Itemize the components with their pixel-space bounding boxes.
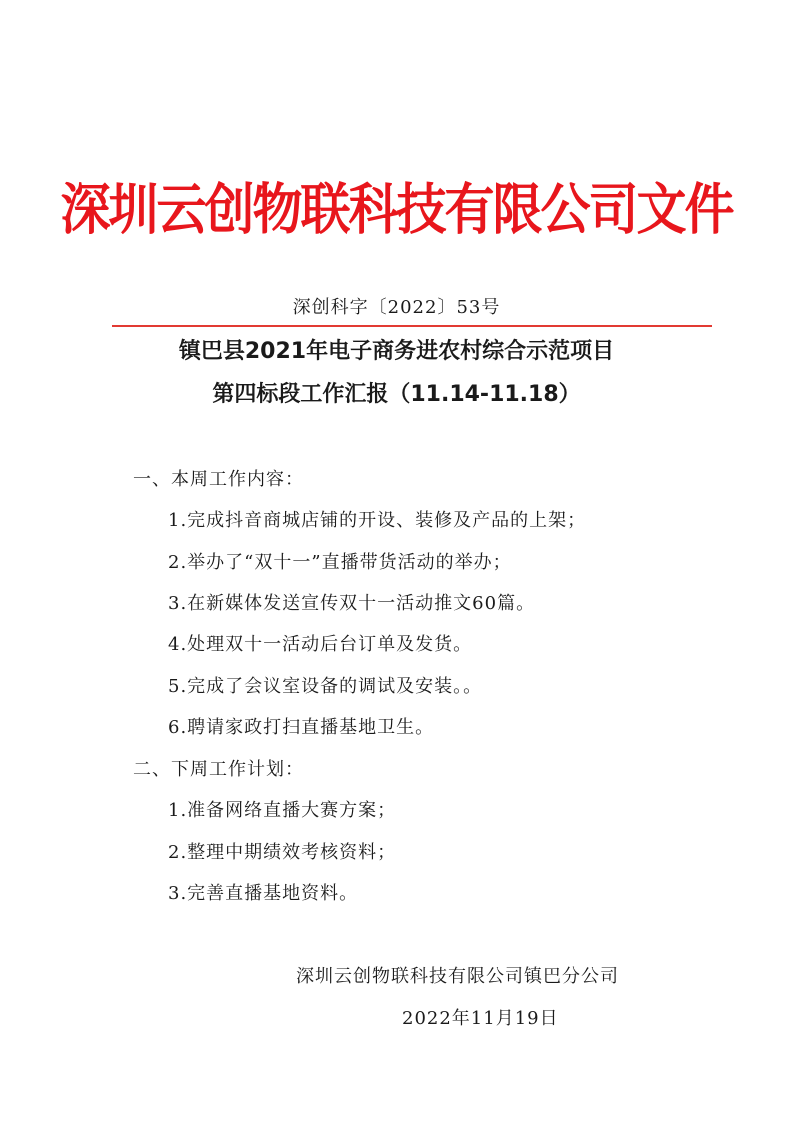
- signature-company: 深圳云创物联科技有限公司镇巴分公司: [296, 966, 619, 987]
- list-item: 1.准备网络直播大赛方案；: [168, 800, 397, 821]
- list-item: 2.举办了“双十一”直播带货活动的举办；: [168, 552, 512, 573]
- list-item: 5.完成了会议室设备的调试及安装。。: [168, 676, 483, 697]
- list-item: 1.完成抖音商城店铺的开设、装修及产品的上架；: [168, 510, 587, 531]
- list-item: 3.完善直播基地资料。: [168, 883, 359, 904]
- signature-date: 2022年11月19日: [402, 1008, 559, 1029]
- red-divider-line: [112, 325, 712, 327]
- section-heading-this-week: 一、本周工作内容：: [133, 469, 304, 490]
- list-item: 2.整理中期绩效考核资料；: [168, 842, 397, 863]
- list-item: 6.聘请家政打扫直播基地卫生。: [168, 717, 435, 738]
- report-title-line-1: 镇巴县2021年电子商务进农村综合示范项目: [178, 339, 615, 364]
- list-item: 3.在新媒体发送宣传双十一活动推文60篇。: [168, 593, 536, 614]
- document-number: 深创科字〔2022〕53号: [292, 297, 501, 318]
- section-heading-next-week: 二、下周工作计划：: [133, 759, 304, 780]
- report-title-line-2: 第四标段工作汇报（11.14-11.18）: [212, 382, 581, 407]
- list-item: 4.处理双十一活动后台订单及发货。: [168, 634, 473, 655]
- masthead-title: 深圳云创物联科技有限公司文件: [60, 178, 733, 242]
